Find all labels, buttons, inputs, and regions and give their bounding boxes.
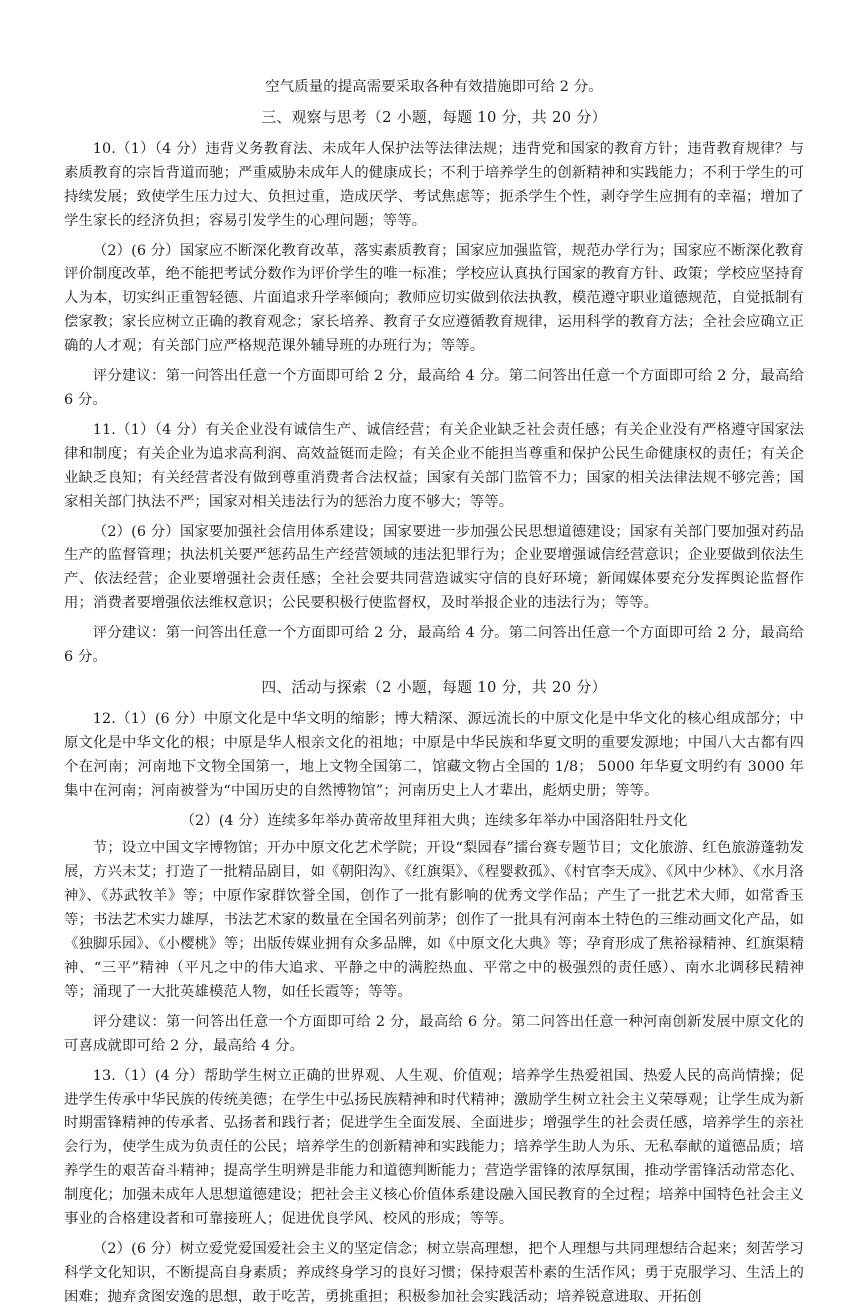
section-3-title: 三、观察与思考（2 小题，每题 10 分，共 20 分） (261, 108, 607, 126)
q13-part1: 13.（1）(4 分）帮助学生树立正确的世界观、人生观、价值观；培养学生热爱祖国、热爱人民的高尚情操；促进学生传承中华民族的传统美德；在学生中弘扬民族精神和时代精神；激励学生树立社会主义荣辱观；让学生成为新时期雷锋精神的传承者、弘扬者和践行者；促进学生全面发展、全面进步；增强学生的社会责任感，培养学生的亲社会行为，使学生成为负责任的公民；培养学生的创新精神和实践能力；培养学生助人为乐、无私奉献的道德品质；培养学生的艰苦奋斗精神；提高学生明辨是非能力和道德判断能力；营造学雷锋的浓厚氛围，推动学雷锋活动常态化、制度化；加强未成年人思想道德建设；把社会主义核心价值体系建设融入国民教育的全过程；培养中国特色社会主义事业的合格建设者和可靠接班人；促进优良学风、校风的形成；等等。 (64, 1067, 804, 1228)
section-4-title: 四、活动与探索（2 小题，每题 10 分，共 20 分） (261, 678, 607, 696)
q10-scoring: 评分建议：第一问答出任意一个方面即可给 2 分，最高给 4 分。第二问答出任意一个方面即可给 2 分，最高给 6 分。 (64, 368, 804, 408)
q12-part2-head: （2）(4 分）连续多年举办黄帝故里拜祖大典；连续多年举办中国洛阳牡丹文化 (180, 812, 688, 829)
q13-part2: （2）(6 分）树立爱党爱国爱社会主义的坚定信念；树立崇高理想，把个人理想与共同理想结合起来；刻苦学习科学文化知识，不断提高自身素质；养成终身学习的良好习惯；保持艰苦朴素的生活作风；勇于克服学习、生活上的困难；抛弃贪图安逸的思想，敢于吃苦，勇挑重担；积极参加社会实践活动；培养锐意进取、开拓创 (64, 1240, 804, 1305)
q12-scoring: 评分建议：第一问答出任意一个方面即可给 2 分，最高给 6 分。第二问答出任意一种河南创新发展中原文化的可喜成就即可给 2 分，最高给 4 分。 (64, 1013, 804, 1054)
q10-part1: 10.（1）（4 分）违背义务教育法、未成年人保护法等法律法规；违背党和国家的教育方针；违背教育规律？与素质教育的宗旨背道而驰；严重威胁未成年人的健康成长；不利于培养学生的创新精神和实践能力；不利于学生的可持续发展；致使学生压力过大、负担过重，造成厌学、考试焦虑等；扼杀学生个性，剥夺学生应拥有的幸福；增加了学生家长的经济负担；容易引发学生的心理问题；等等。 (64, 140, 804, 229)
q11-part1: 11.（1）（4 分）有关企业没有诚信生产、诚信经营；有关企业缺乏社会责任感；有关企业没有严格遵守国家法律和制度；有关企业为追求高利润、高效益铤而走险；有关企业不能担当尊重和保护公民生命健康权的责任；有关企业缺乏良知；有关经营者没有做到尊重消费者合法权益；国家有关部门监管不力；国家的相关法律法规不够完善；国家相关部门执法不严；国家对相关违法行为的惩治力度不够大；等等。 (64, 421, 804, 510)
q12-part2-body: 节；设立中国文字博物馆；开办中原文化艺术学院；开设“梨园春”擂台赛专题节目；文化旅游、红色旅游蓬勃发展，方兴未艾；打造了一批精品剧目，如《朝阳沟》、《红旗渠》、《程婴救孤》、《村官李天成》、《风中少林》、《水月洛神》、《苏武牧羊》等；中原作家群饮誉全国，创作了一批有影响的优秀文学作品；产生了一批艺术大师，如常香玉等；书法艺术实力雄厚，书法艺术家的数量在全国名列前茅；创作了一批具有河南本土特色的三维动画文化产品，如《独脚乐园》、《小樱桃》等；出版传媒业拥有众多品牌，如《中原文化大典》等；孕育形成了焦裕禄精神、红旗渠精神、“三平”精神（平凡之中的伟大追求、平静之中的满腔热血、平常之中的极强烈的责任感）、南水北调移民精神等；涌现了一大批英雄模范人物，如任长霞等；等等。 (64, 840, 804, 1000)
q11-part2: （2）(6 分）国家要加强社会信用体系建设；国家要进一步加强公民思想道德建设；国家有关部门要加强对药品生产的监督管理；执法机关要严惩药品生产经营领域的违法犯罪行为；企业要增强诚信经营意识；企业要做到依法生产、依法经营；企业要增强社会责任感；全社会要共同营造诚实守信的良好环境；新闻媒体要充分发挥舆论监督作用；消费者要增强依法维权意识；公民要积极行使监督权，及时举报企业的违法行为；等等。 (64, 523, 804, 612)
q10-part2: （2）(6 分）国家应不断深化教育改革，落实素质教育；国家应加强监管，规范办学行为；国家应不断深化教育评价制度改革，绝不能把考试分数作为评价学生的唯一标准；学校应认真执行国家的教育方针、政策；学校应坚持育人为本，切实纠正重智轻德、片面追求升学率倾向；教师应切实做到依法执教，模范遵守职业道德规范，自觉抵制有偿家教；家长应树立正确的教育观念；家长培养、教育子女应遵循教育规律，运用科学的教育方法；全社会应确立正确的人才观；有关部门应严格规范课外辅导班的办班行为；等等。 (64, 242, 804, 355)
q11-scoring: 评分建议：第一问答出任意一个方面即可给 2 分，最高给 4 分。第二问答出任意一个方面即可给 2 分，最高给 6 分。 (64, 625, 804, 666)
q12-part1: 12.（1）(6 分）中原文化是中华文明的缩影；博大精深、源远流长的中原文化是中华文化的核心组成部分；中原文化是中华文化的根；中原是华人根亲文化的祖地；中原是中华民族和华夏文明的重要发源地；中国八大古都有四个在河南；河南地下文物全国第一，地上文物全国第二，馆藏文物占全国的 1/8； 5000 年华夏文明约有 3000 年集中在河南；河南被誉为“中国历史的自然博物馆”；河南历史上人才辈出，彪炳史册；等等。 (64, 710, 804, 799)
intro-line: 空气质量的提高需要采取各种有效措施即可给 2 分。 (265, 79, 603, 95)
